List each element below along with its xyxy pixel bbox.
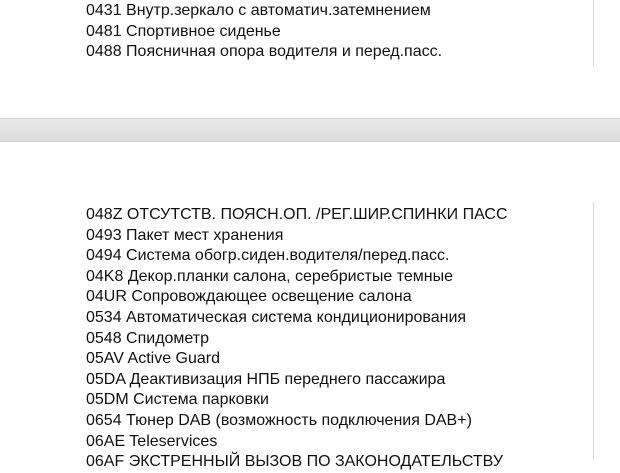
- option-line: 04K8 Декор.планки салона, серебристые темные: [86, 267, 453, 285]
- option-line: 0493 Пакет мест хранения: [86, 226, 284, 244]
- option-code-list: [86, 205, 508, 473]
- option-line: 0488 Поясничная опора водителя и перед.пасс.: [86, 43, 443, 61]
- page-edge: [593, 0, 594, 66]
- option-line: 05DA Деактивизация НПБ переднего пассажира: [86, 370, 446, 388]
- page-edge: [593, 202, 594, 460]
- document-page-top: [0, 0, 620, 118]
- option-line: 0654 Тюнер DAB (возможность подключения DAB+): [86, 411, 472, 429]
- page-separator: [0, 118, 620, 142]
- document-page-bottom: [0, 142, 620, 471]
- option-line: 05AV Active Guard: [86, 350, 220, 368]
- option-line: 0494 Система обогр.сиден.водителя/перед.пасс.: [86, 247, 450, 265]
- option-line: 048Z ОТСУТСТВ. ПОЯСН.ОП. /РЕГ.ШИР.СПИНКИ ПАСС: [86, 206, 508, 223]
- option-line: 05DM Система парковки: [86, 391, 269, 409]
- option-line: 0548 Спидометр: [86, 329, 210, 347]
- option-line: 06AE Teleservices: [86, 432, 218, 450]
- option-line: 06AF ЭКСТРЕННЫЙ ВЫЗОВ ПО ЗАКОНОДАТЕЛЬСТВУ: [86, 453, 503, 471]
- option-line: 0431 Внутр.зеркало с автоматич.затемнением: [86, 2, 431, 19]
- option-code-list: [86, 1, 442, 63]
- option-line: 0534 Автоматическая система кондиционирования: [86, 308, 467, 326]
- option-line: 0481 Спортивное сиденье: [86, 22, 281, 40]
- option-line: 04UR Сопровождающее освещение салона: [86, 288, 412, 306]
